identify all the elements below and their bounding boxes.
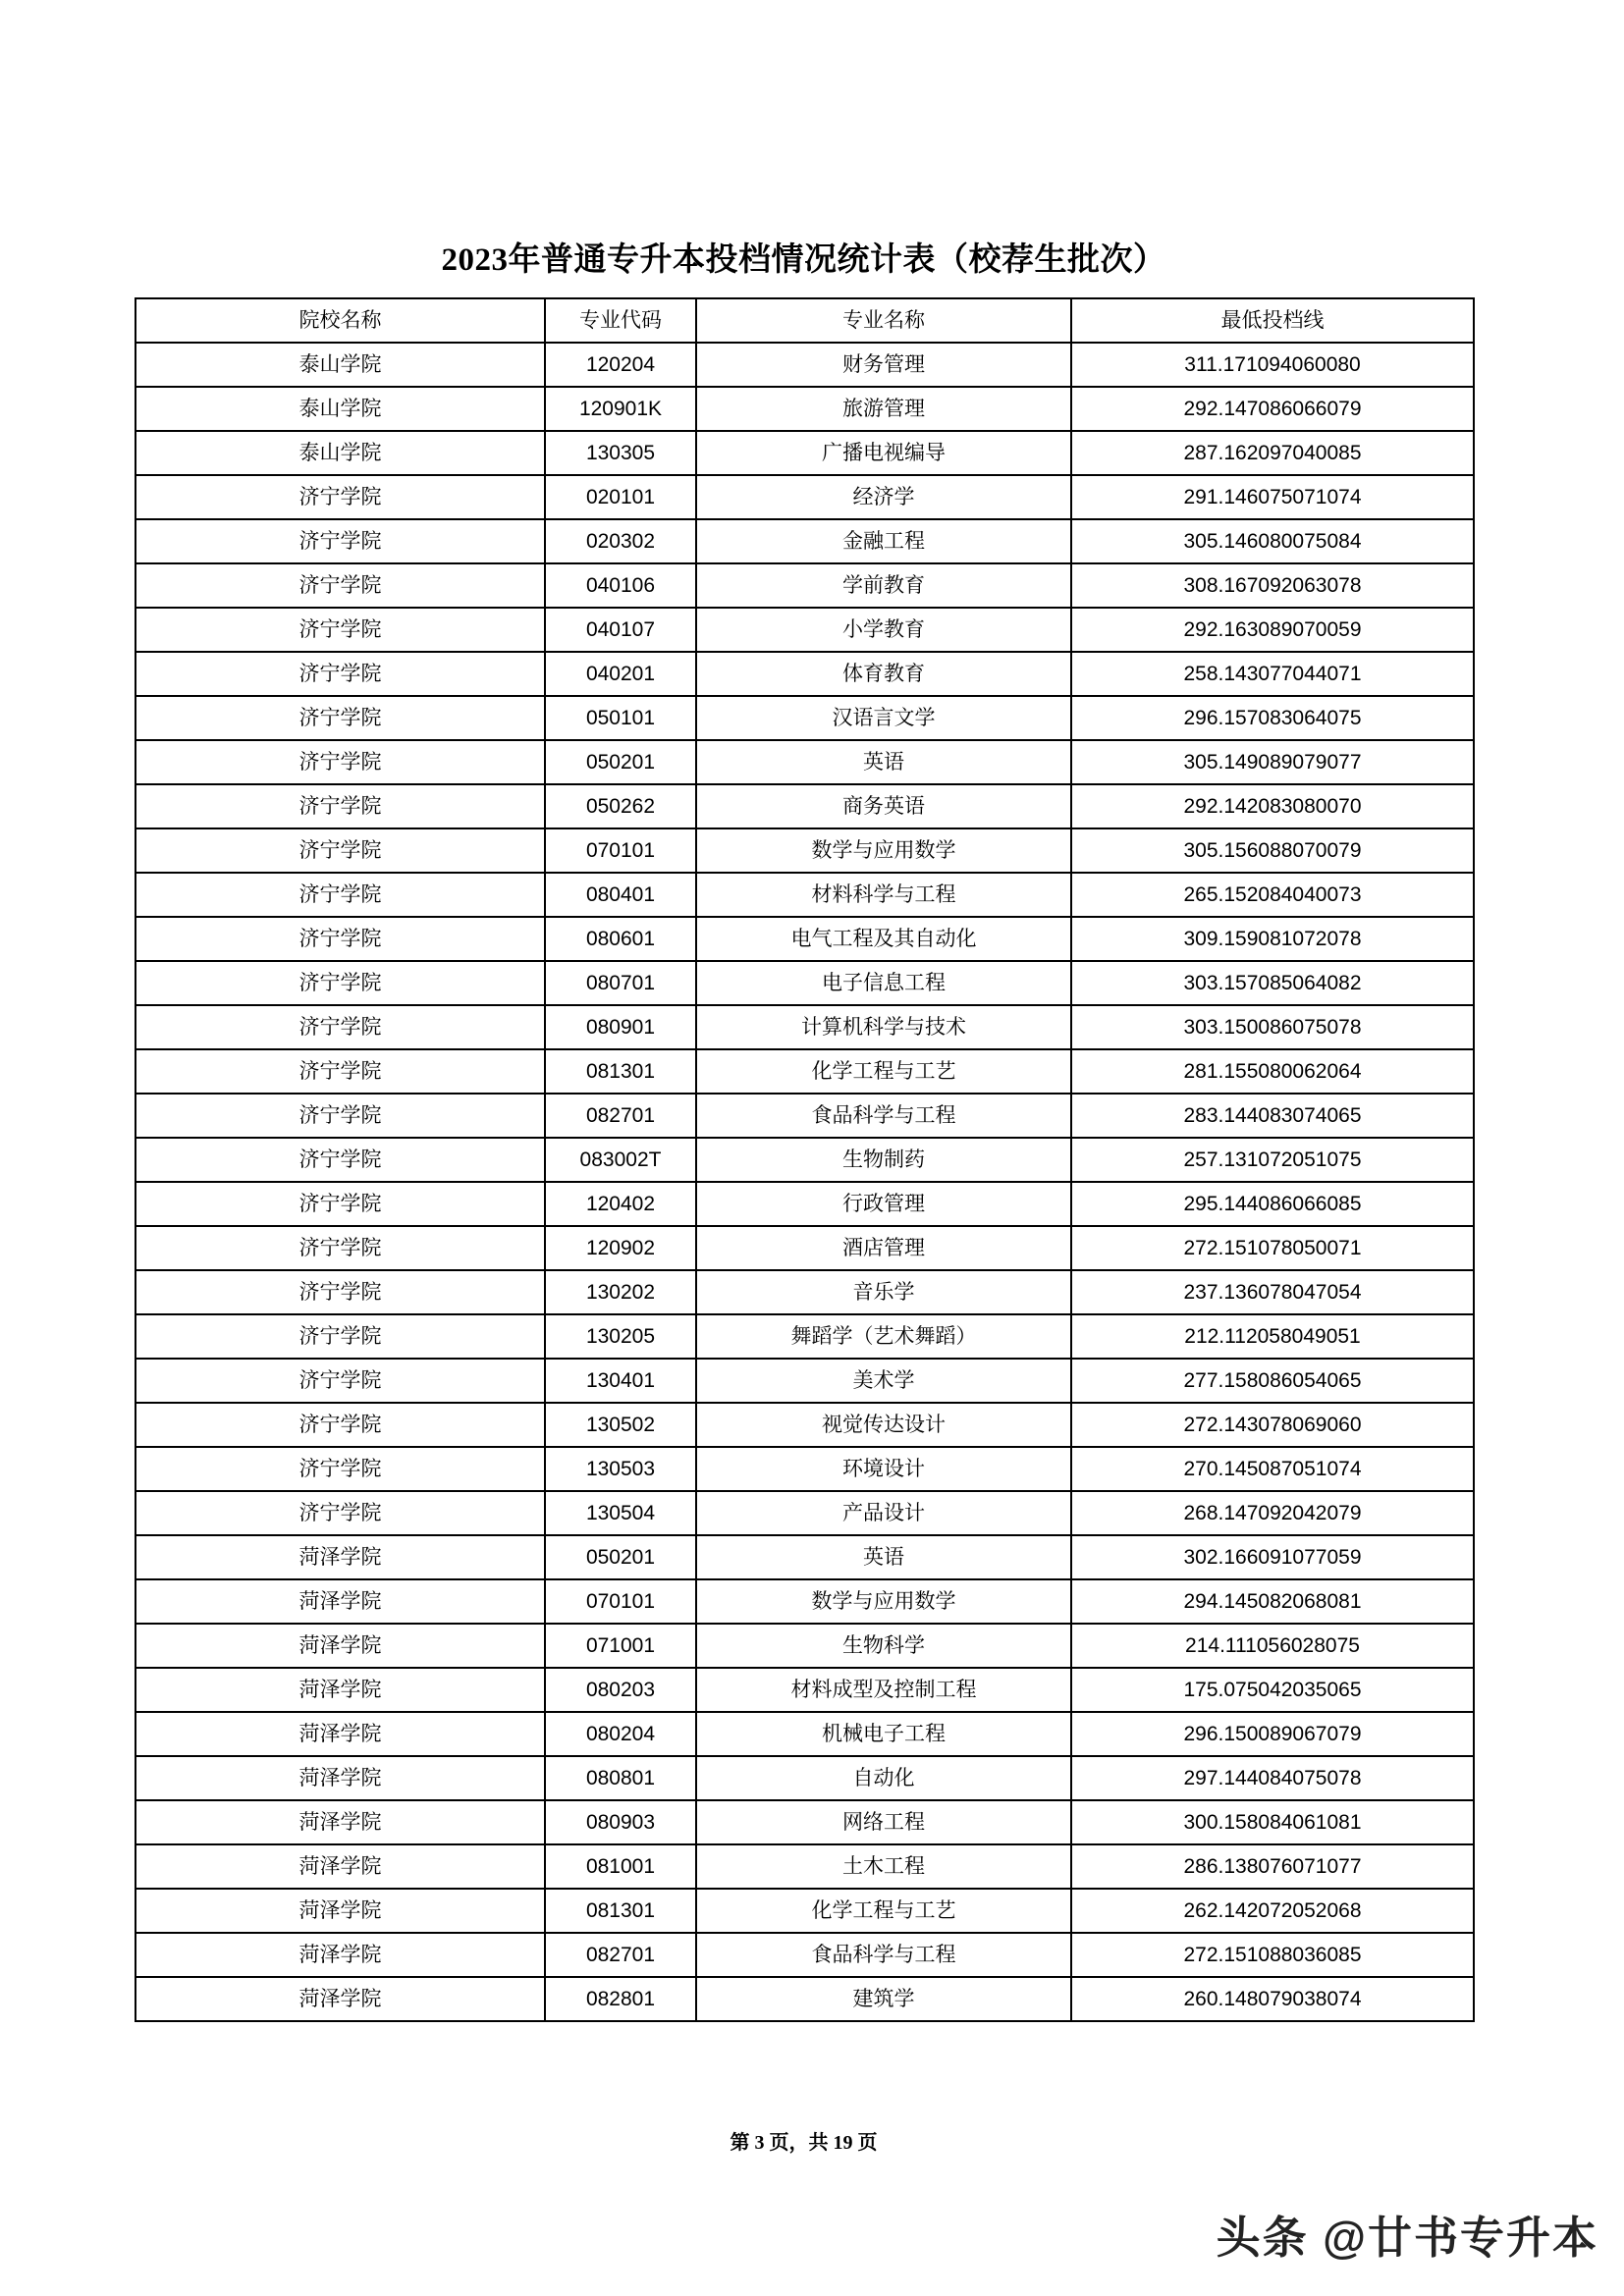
cell-school: 济宁学院 <box>135 1005 545 1049</box>
table-row <box>135 1624 1474 1668</box>
cell-major-name: 学前教育 <box>696 563 1071 608</box>
cell-major-name: 电气工程及其自动化 <box>696 917 1071 961</box>
cell-school: 济宁学院 <box>135 1226 545 1270</box>
cell-major-name: 体育教育 <box>696 652 1071 696</box>
cell-min-score: 305.146080075084 <box>1071 519 1474 563</box>
cell-major-code: 050262 <box>545 784 696 828</box>
cell-major-name: 电子信息工程 <box>696 961 1071 1005</box>
table-row <box>135 1403 1474 1447</box>
cell-major-name: 化学工程与工艺 <box>696 1889 1071 1933</box>
cell-min-score: 283.144083074065 <box>1071 1094 1474 1138</box>
table-row <box>135 1049 1474 1094</box>
cell-school: 济宁学院 <box>135 1138 545 1182</box>
cell-major-name: 计算机科学与技术 <box>696 1005 1071 1049</box>
cell-min-score: 265.152084040073 <box>1071 873 1474 917</box>
cell-min-score: 311.171094060080 <box>1071 343 1474 387</box>
cell-school: 菏泽学院 <box>135 1756 545 1800</box>
cell-school: 济宁学院 <box>135 1049 545 1094</box>
table-row <box>135 1359 1474 1403</box>
cell-min-score: 272.151088036085 <box>1071 1933 1474 1977</box>
cell-major-code: 130305 <box>545 431 696 475</box>
cell-major-name: 生物制药 <box>696 1138 1071 1182</box>
cell-min-score: 175.075042035065 <box>1071 1668 1474 1712</box>
column-header-major-code: 专业代码 <box>545 298 696 343</box>
cell-major-name: 产品设计 <box>696 1491 1071 1535</box>
cell-major-name: 英语 <box>696 1535 1071 1579</box>
cell-min-score: 287.162097040085 <box>1071 431 1474 475</box>
cell-major-name: 金融工程 <box>696 519 1071 563</box>
cell-school: 济宁学院 <box>135 1270 545 1314</box>
cell-major-name: 自动化 <box>696 1756 1071 1800</box>
cell-major-code: 080401 <box>545 873 696 917</box>
table-row <box>135 1314 1474 1359</box>
cell-major-name: 小学教育 <box>696 608 1071 652</box>
table-row <box>135 1977 1474 2021</box>
cell-major-name: 舞蹈学（艺术舞蹈） <box>696 1314 1071 1359</box>
cell-major-name: 机械电子工程 <box>696 1712 1071 1756</box>
table-row <box>135 873 1474 917</box>
cell-school: 济宁学院 <box>135 1491 545 1535</box>
cell-major-code: 080801 <box>545 1756 696 1800</box>
cell-min-score: 305.149089079077 <box>1071 740 1474 784</box>
table-row <box>135 1447 1474 1491</box>
cell-min-score: 258.143077044071 <box>1071 652 1474 696</box>
cell-major-name: 数学与应用数学 <box>696 828 1071 873</box>
cell-school: 济宁学院 <box>135 873 545 917</box>
table-row <box>135 1138 1474 1182</box>
cell-school: 菏泽学院 <box>135 1977 545 2021</box>
cell-min-score: 297.144084075078 <box>1071 1756 1474 1800</box>
cell-min-score: 262.142072052068 <box>1071 1889 1474 1933</box>
cell-major-code: 040106 <box>545 563 696 608</box>
table-row <box>135 784 1474 828</box>
cell-major-code: 081301 <box>545 1049 696 1094</box>
table-row <box>135 1535 1474 1579</box>
cell-min-score: 296.157083064075 <box>1071 696 1474 740</box>
cell-min-score: 295.144086066085 <box>1071 1182 1474 1226</box>
table-row <box>135 431 1474 475</box>
page-number-footer: 第 3 页，共 19 页 <box>730 2132 878 2154</box>
cell-school: 济宁学院 <box>135 519 545 563</box>
table-row <box>135 917 1474 961</box>
table-row <box>135 1579 1474 1624</box>
cell-major-code: 050101 <box>545 696 696 740</box>
cell-school: 济宁学院 <box>135 1094 545 1138</box>
cell-school: 菏泽学院 <box>135 1624 545 1668</box>
cell-min-score: 260.148079038074 <box>1071 1977 1474 2021</box>
cell-major-code: 083002T <box>545 1138 696 1182</box>
table-row <box>135 1270 1474 1314</box>
table-header <box>135 298 1474 343</box>
cell-major-code: 070101 <box>545 1579 696 1624</box>
cell-major-name: 美术学 <box>696 1359 1071 1403</box>
cell-major-code: 080204 <box>545 1712 696 1756</box>
cell-min-score: 294.145082068081 <box>1071 1579 1474 1624</box>
cell-min-score: 237.136078047054 <box>1071 1270 1474 1314</box>
table-row <box>135 1889 1474 1933</box>
cell-major-name: 环境设计 <box>696 1447 1071 1491</box>
cell-major-name: 财务管理 <box>696 343 1071 387</box>
cell-major-name: 视觉传达设计 <box>696 1403 1071 1447</box>
cell-school: 济宁学院 <box>135 784 545 828</box>
cell-school: 济宁学院 <box>135 696 545 740</box>
cell-major-code: 120402 <box>545 1182 696 1226</box>
cell-min-score: 214.111056028075 <box>1071 1624 1474 1668</box>
cell-school: 济宁学院 <box>135 1403 545 1447</box>
cell-min-score: 281.155080062064 <box>1071 1049 1474 1094</box>
cell-major-code: 130202 <box>545 1270 696 1314</box>
table-row <box>135 1712 1474 1756</box>
cell-major-name: 酒店管理 <box>696 1226 1071 1270</box>
cell-school: 菏泽学院 <box>135 1712 545 1756</box>
cell-major-code: 080901 <box>545 1005 696 1049</box>
cell-major-code: 082701 <box>545 1933 696 1977</box>
table-row <box>135 1491 1474 1535</box>
cell-min-score: 257.131072051075 <box>1071 1138 1474 1182</box>
cell-major-name: 食品科学与工程 <box>696 1094 1071 1138</box>
cell-school: 泰山学院 <box>135 343 545 387</box>
cell-major-name: 行政管理 <box>696 1182 1071 1226</box>
cell-min-score: 309.159081072078 <box>1071 917 1474 961</box>
cell-major-name: 建筑学 <box>696 1977 1071 2021</box>
table-row <box>135 1094 1474 1138</box>
cell-school: 济宁学院 <box>135 563 545 608</box>
cell-school: 济宁学院 <box>135 1359 545 1403</box>
column-header-school: 院校名称 <box>135 298 545 343</box>
cell-major-code: 080701 <box>545 961 696 1005</box>
cell-major-name: 食品科学与工程 <box>696 1933 1071 1977</box>
cell-major-code: 080601 <box>545 917 696 961</box>
table-row <box>135 1668 1474 1712</box>
cell-school: 济宁学院 <box>135 652 545 696</box>
cell-school: 济宁学院 <box>135 917 545 961</box>
cell-min-score: 303.150086075078 <box>1071 1005 1474 1049</box>
cell-major-name: 英语 <box>696 740 1071 784</box>
cell-school: 泰山学院 <box>135 387 545 431</box>
table-row <box>135 563 1474 608</box>
cell-major-code: 020101 <box>545 475 696 519</box>
cell-min-score: 292.142083080070 <box>1071 784 1474 828</box>
table-row <box>135 696 1474 740</box>
cell-major-name: 网络工程 <box>696 1800 1071 1844</box>
cell-major-code: 080903 <box>545 1800 696 1844</box>
cell-major-code: 130401 <box>545 1359 696 1403</box>
cell-major-name: 数学与应用数学 <box>696 1579 1071 1624</box>
cell-school: 菏泽学院 <box>135 1889 545 1933</box>
page-title: 2023年普通专升本投档情况统计表（校荐生批次） <box>441 242 1166 278</box>
table-row <box>135 1182 1474 1226</box>
cell-min-score: 270.145087051074 <box>1071 1447 1474 1491</box>
cell-min-score: 291.146075071074 <box>1071 475 1474 519</box>
cell-major-name: 材料成型及控制工程 <box>696 1668 1071 1712</box>
cell-school: 济宁学院 <box>135 828 545 873</box>
cell-major-name: 商务英语 <box>696 784 1071 828</box>
table-header-row <box>135 298 1474 343</box>
cell-major-code: 082701 <box>545 1094 696 1138</box>
cell-min-score: 272.151078050071 <box>1071 1226 1474 1270</box>
table-body <box>135 343 1474 2021</box>
cell-school: 济宁学院 <box>135 608 545 652</box>
cell-min-score: 272.143078069060 <box>1071 1403 1474 1447</box>
cell-major-code: 120901K <box>545 387 696 431</box>
cell-min-score: 286.138076071077 <box>1071 1844 1474 1889</box>
cell-school: 菏泽学院 <box>135 1844 545 1889</box>
admission-statistics-table <box>135 297 1475 2022</box>
cell-major-code: 130502 <box>545 1403 696 1447</box>
cell-major-code: 120204 <box>545 343 696 387</box>
cell-major-code: 130503 <box>545 1447 696 1491</box>
column-header-min-score: 最低投档线 <box>1071 298 1474 343</box>
cell-major-name: 音乐学 <box>696 1270 1071 1314</box>
cell-min-score: 277.158086054065 <box>1071 1359 1474 1403</box>
cell-school: 菏泽学院 <box>135 1668 545 1712</box>
cell-min-score: 292.163089070059 <box>1071 608 1474 652</box>
cell-major-name: 生物科学 <box>696 1624 1071 1668</box>
column-header-major-name: 专业名称 <box>696 298 1071 343</box>
cell-major-code: 120902 <box>545 1226 696 1270</box>
cell-major-name: 广播电视编导 <box>696 431 1071 475</box>
cell-major-name: 材料科学与工程 <box>696 873 1071 917</box>
cell-school: 济宁学院 <box>135 961 545 1005</box>
cell-min-score: 302.166091077059 <box>1071 1535 1474 1579</box>
cell-min-score: 300.158084061081 <box>1071 1800 1474 1844</box>
cell-school: 菏泽学院 <box>135 1579 545 1624</box>
cell-major-code: 040201 <box>545 652 696 696</box>
cell-school: 济宁学院 <box>135 1314 545 1359</box>
table-row <box>135 961 1474 1005</box>
cell-major-name: 经济学 <box>696 475 1071 519</box>
cell-major-name: 汉语言文学 <box>696 696 1071 740</box>
cell-major-code: 130504 <box>545 1491 696 1535</box>
table-row <box>135 608 1474 652</box>
cell-min-score: 296.150089067079 <box>1071 1712 1474 1756</box>
table-row <box>135 1005 1474 1049</box>
cell-major-code: 070101 <box>545 828 696 873</box>
cell-school: 济宁学院 <box>135 475 545 519</box>
cell-major-code: 050201 <box>545 1535 696 1579</box>
cell-major-code: 071001 <box>545 1624 696 1668</box>
cell-major-code: 080203 <box>545 1668 696 1712</box>
cell-school: 菏泽学院 <box>135 1800 545 1844</box>
cell-major-name: 化学工程与工艺 <box>696 1049 1071 1094</box>
cell-min-score: 212.112058049051 <box>1071 1314 1474 1359</box>
cell-major-code: 050201 <box>545 740 696 784</box>
table-row <box>135 475 1474 519</box>
table-row <box>135 828 1474 873</box>
table-row <box>135 1844 1474 1889</box>
table-row <box>135 519 1474 563</box>
cell-school: 菏泽学院 <box>135 1933 545 1977</box>
table-row <box>135 343 1474 387</box>
cell-major-code: 020302 <box>545 519 696 563</box>
cell-major-code: 130205 <box>545 1314 696 1359</box>
cell-major-code: 081301 <box>545 1889 696 1933</box>
cell-min-score: 268.147092042079 <box>1071 1491 1474 1535</box>
cell-min-score: 292.147086066079 <box>1071 387 1474 431</box>
cell-major-code: 082801 <box>545 1977 696 2021</box>
table-row <box>135 387 1474 431</box>
cell-school: 泰山学院 <box>135 431 545 475</box>
statistics-table-container <box>135 297 1473 2022</box>
cell-major-code: 081001 <box>545 1844 696 1889</box>
cell-min-score: 308.167092063078 <box>1071 563 1474 608</box>
table-row <box>135 1756 1474 1800</box>
cell-major-name: 旅游管理 <box>696 387 1071 431</box>
table-row <box>135 1800 1474 1844</box>
cell-school: 济宁学院 <box>135 1182 545 1226</box>
cell-major-name: 土木工程 <box>696 1844 1071 1889</box>
watermark: 头条 @廿书专升本 <box>1216 2213 1598 2263</box>
table-row <box>135 740 1474 784</box>
cell-major-code: 040107 <box>545 608 696 652</box>
cell-school: 济宁学院 <box>135 1447 545 1491</box>
table-row <box>135 652 1474 696</box>
table-row <box>135 1226 1474 1270</box>
cell-min-score: 305.156088070079 <box>1071 828 1474 873</box>
cell-school: 济宁学院 <box>135 740 545 784</box>
table-row <box>135 1933 1474 1977</box>
cell-min-score: 303.157085064082 <box>1071 961 1474 1005</box>
cell-school: 菏泽学院 <box>135 1535 545 1579</box>
